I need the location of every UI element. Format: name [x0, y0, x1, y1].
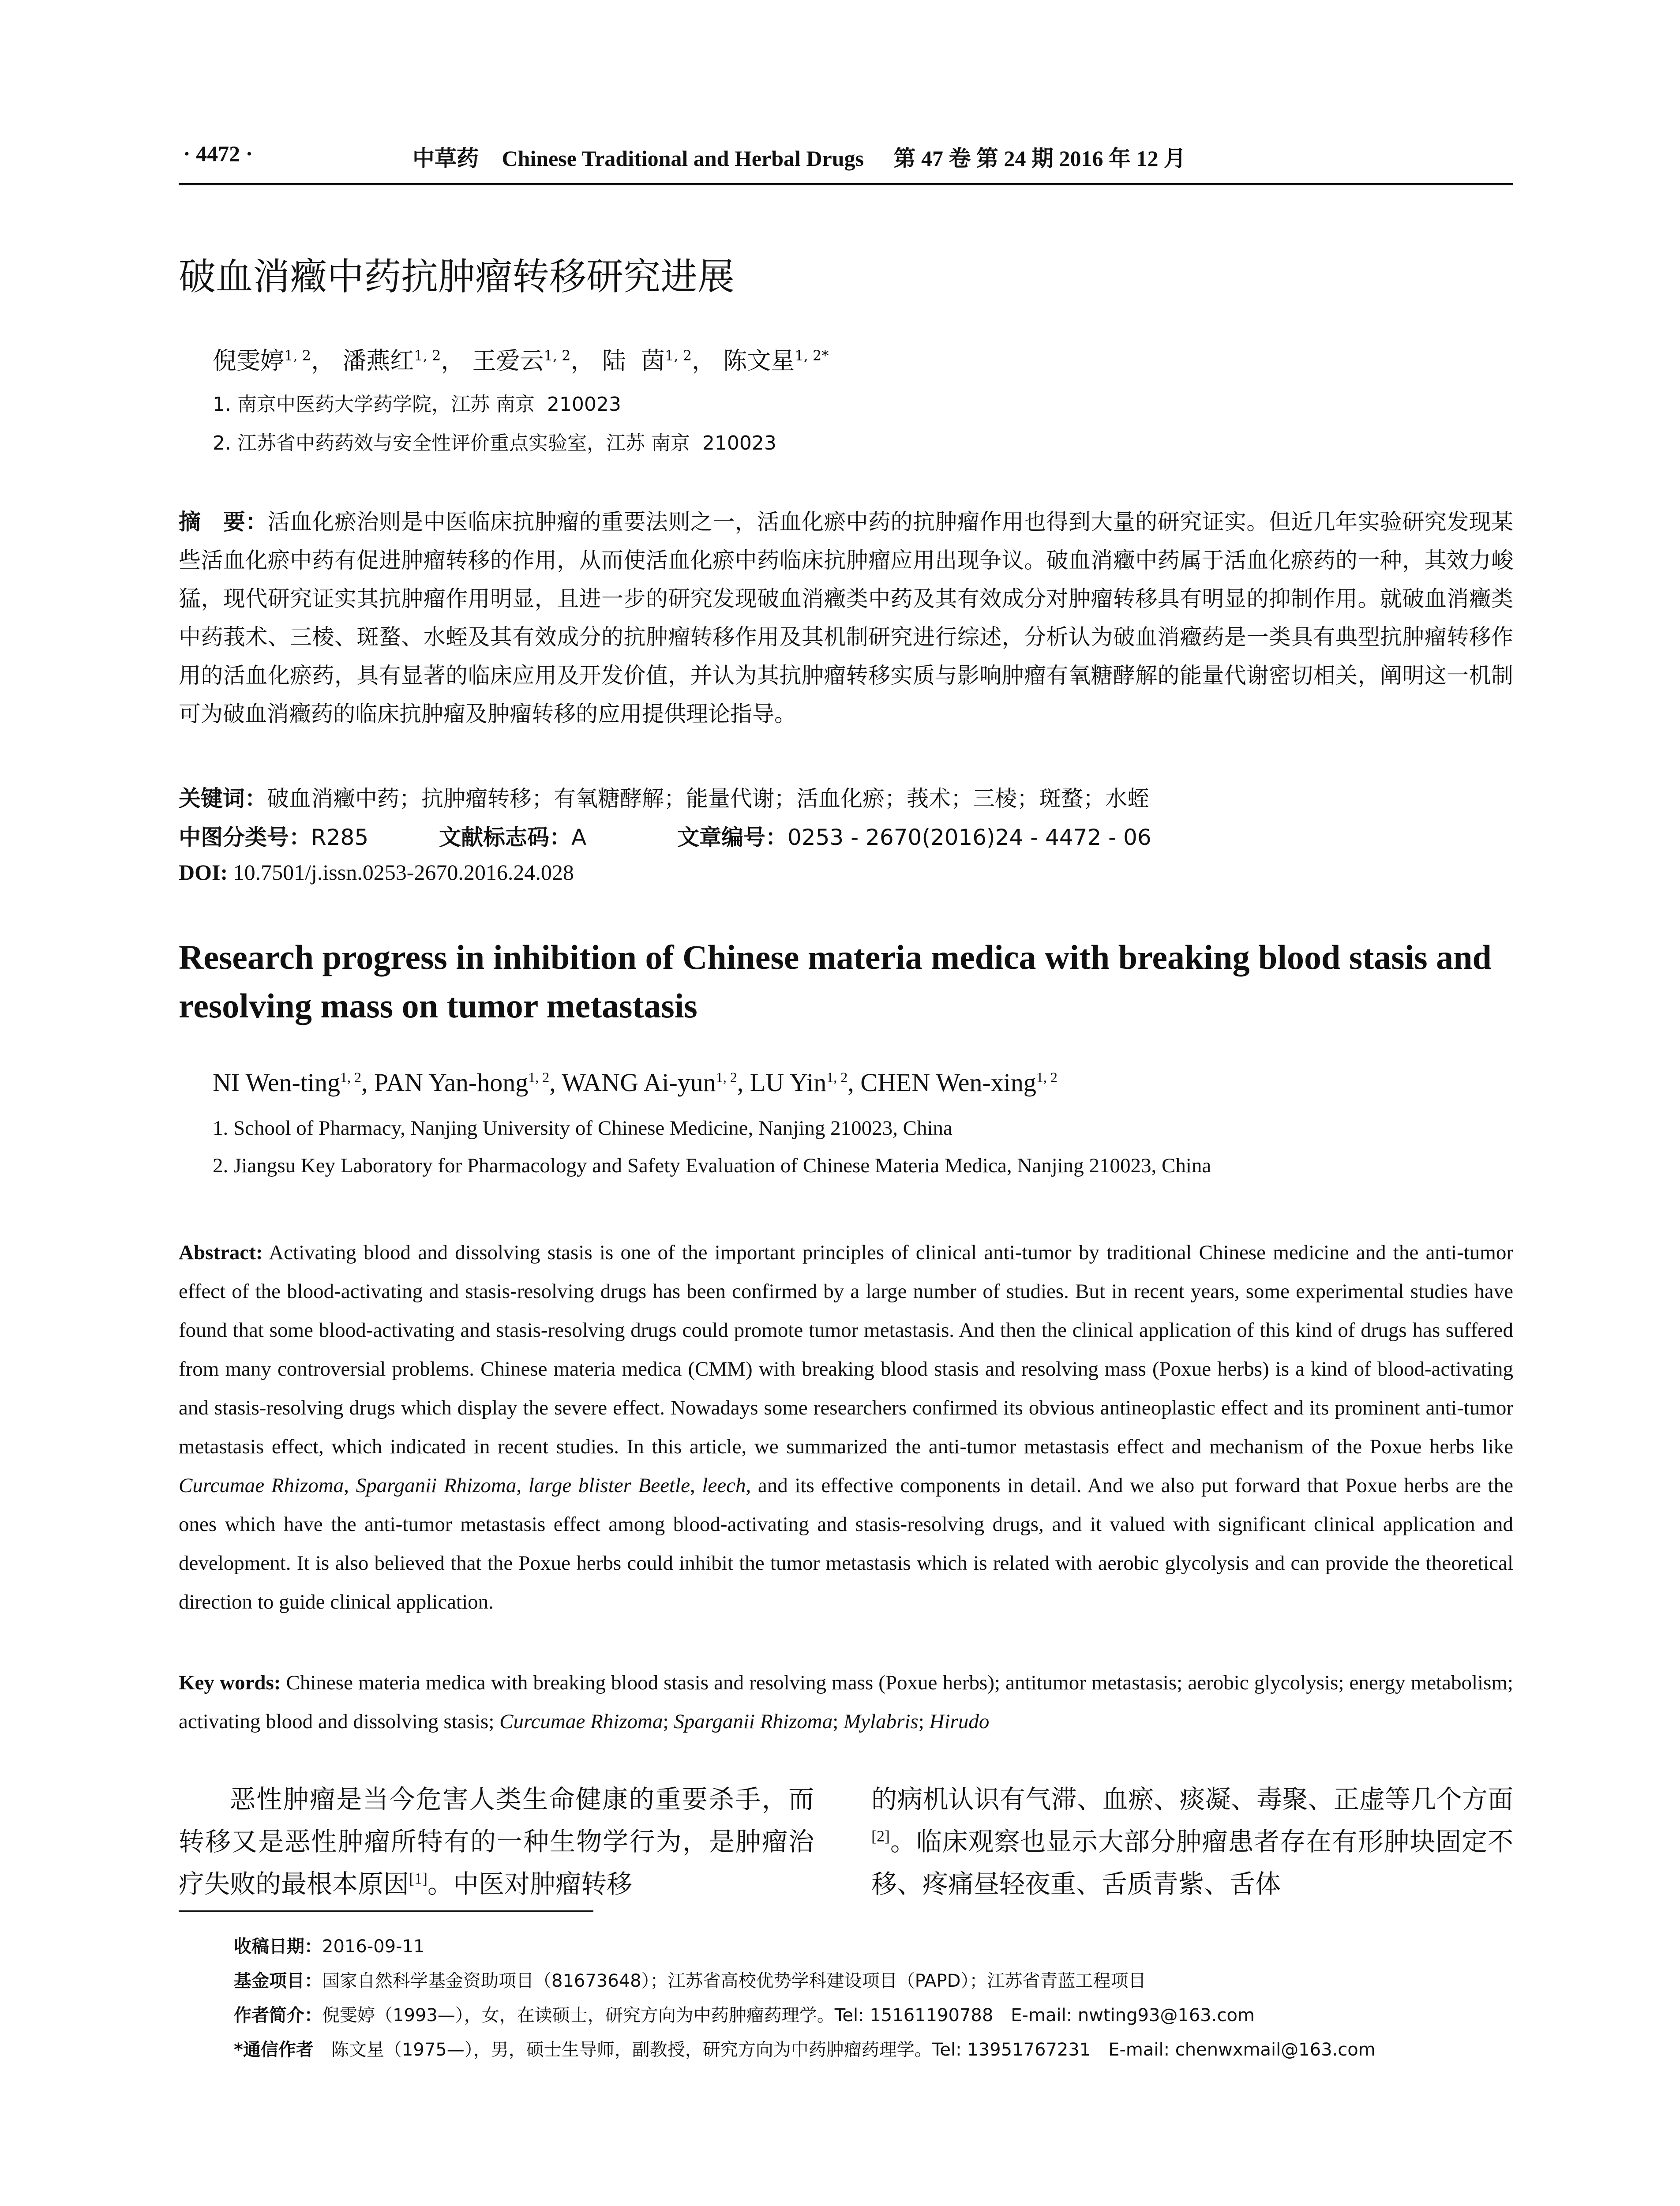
body-right-text-2: 。临床观察也显示大部分肿瘤患者存在有形肿块固定不移、疼痛昼轻夜重、舌质青紫、舌体	[871, 1827, 1513, 1899]
abstract-en-sep-3: ,	[690, 1474, 702, 1497]
clc-group	[179, 820, 439, 852]
keywords-cn-text: 破血消癥中药；抗肿瘤转移；有氧糖酵解；能量代谢；活血化瘀；莪术；三棱；斑蝥；水蛭	[267, 786, 1149, 811]
footnote-received	[234, 1932, 424, 1958]
affiliation-en-1: 1. School of Pharmacy, Nanjing University of Chinese Medicine, Nanjing 210023, China	[213, 1117, 952, 1140]
footnote-funding	[234, 1967, 1146, 1992]
authors-cn: 倪雯婷$^{1, 2}$， 潘燕红$^{1, 2}$， 王爱云$^{1, 2}$， 陆 茵$^{1, 2}$， 陈文星$^{1, 2*}$	[213, 347, 829, 375]
article-number-value: 0253 - 2670(2016)24 - 4472 - 06	[788, 825, 1151, 850]
footnote-rule	[179, 1910, 593, 1912]
abstract-cn-text: 活血化瘀治则是中医临床抗肿瘤的重要法则之一，活血化瘀中药的抗肿瘤作用也得到大量的研究证实。但近几年实验研究发现某些活血化瘀中药有促进肿瘤转移的作用，从而使活血化瘀中药临床抗肿瘤应用出现争议。破血消癥中药属于活血化瘀药的一种，其效力峻猛，现代研究证实其抗肿瘤作用明显，且进一步的研究发现破血消癥类中药及其有效成分对肿瘤转移具有明显的抑制作用。就破血消癥类中药莪术、三棱、斑蝥、水蛭及其有效成分的抗肿瘤转移作用及其机制研究进行综述，分析认为破血消癥药是一类具有典型抗肿瘤转移作用的活血化瘀药，具有显著的临床应用及开发价值，并认为其抗肿瘤转移实质与影响肿瘤有氧糖酵解的能量代谢密切相关，阐明这一机制可为破血消癥药的临床抗肿瘤及肿瘤转移的应用提供理论指导。	[179, 509, 1514, 727]
footnote-corresponding	[234, 2036, 1376, 2061]
author-sup: 1, 2	[528, 1069, 550, 1085]
funding-value: 国家自然科学基金资助项目（81673648）；江苏省高校优势学科建设项目（PAPD）；江苏省青蓝工程项目	[322, 1971, 1146, 1991]
running-header	[179, 139, 1513, 185]
citation-ref-2: [2]	[871, 1827, 890, 1845]
author-cn: 陆 茵	[602, 347, 665, 375]
body-left-text-1: 恶性肿瘤是当今危害人类生命健康的重要杀手，而转移又是恶性肿瘤所特有的一种生物学行为，是肿瘤治疗失败的最根本原因	[179, 1784, 814, 1899]
doc-code-group	[439, 820, 677, 852]
doi-value: 10.7501/j.issn.0253-2670.2016.24.028	[233, 860, 574, 885]
classification-line	[179, 820, 1151, 852]
keywords-cn-label: 关键词：	[179, 786, 267, 811]
author-sup: 1, 2*	[795, 347, 829, 364]
title-cn: 破血消癥中药抗肿瘤转移研究进展	[179, 255, 735, 298]
keywords-en-italic-3: Mylabris	[844, 1710, 919, 1733]
abstract-en-italic-3: large blister Beetle	[528, 1474, 690, 1497]
author-sup: 1, 2	[826, 1069, 848, 1085]
citation-ref-1: [1]	[409, 1869, 428, 1887]
author-cn: 潘燕红	[342, 347, 414, 375]
abstract-en-sep-1: ,	[344, 1474, 356, 1497]
author-sup: 1, 2	[716, 1069, 737, 1085]
abstract-en-sep-2: ,	[516, 1474, 529, 1497]
body-column-left	[179, 1778, 814, 1905]
journal-name-en: Chinese Traditional and Herbal Drugs	[502, 146, 864, 171]
abstract-en-text-1: Activating blood and dissolving stasis is one of the important principles of clinical anti-tumor by traditional Chinese medicine and the anti-tumor effect of the blood-activating and stasis-resolving drugs has been confirmed by a large number of studies. But in recent years, some experimental studies have found that some blood-activating and stasis-resolving drugs could promote tumor metastasis. And then the clinical application of this kind of drugs has suffered from many controversial problems. Chinese materia medica (CMM) with breaking blood stasis and resolving mass (Poxue herbs) is a kind of blood-activating and stasis-resolving drugs which display the severe effect. Nowadays some researchers confirmed its obvious antineoplastic effect and its prominent anti-tumor metastasis effect, which indicated in recent studies. In this article, we summarized the anti-tumor metastasis effect and mechanism of the Poxue herbs like	[179, 1241, 1513, 1458]
author-sup: 1, 2	[1036, 1069, 1058, 1085]
abstract-cn-label: 摘 要：	[179, 509, 268, 535]
footnote-author	[234, 2001, 1255, 2026]
doc-code-value: A	[571, 825, 587, 850]
keywords-en-text: Chinese materia medica with breaking blood stasis and resolving mass (Poxue herbs); antitumor metastasis; aerobic glycolysis; energy metabolism; activating blood and dissolving stasis;	[179, 1671, 1513, 1733]
keywords-en-italic-4: Hirudo	[929, 1710, 990, 1733]
author-en: WANG Ai-yun	[562, 1068, 716, 1097]
author-en: CHEN Wen-xing	[860, 1068, 1036, 1097]
body-column-right	[871, 1778, 1513, 1905]
journal-info	[412, 141, 1186, 173]
abstract-en-label: Abstract:	[179, 1241, 263, 1264]
abstract-cn	[179, 503, 1513, 733]
article-number-group	[677, 820, 1151, 852]
doi-label: DOI:	[179, 860, 228, 885]
author-sup: 1, 2	[414, 347, 441, 364]
author-sup: 1, 2	[284, 347, 311, 364]
body-right-text-1: 的病机认识有气滞、血瘀、痰凝、毒聚、正虚等几个方面	[871, 1784, 1513, 1814]
clc-label: 中图分类号：	[179, 825, 311, 850]
author-cn: 王爱云	[472, 347, 544, 375]
abstract-en	[179, 1233, 1513, 1621]
keywords-en-sep-1: ;	[663, 1710, 674, 1733]
author-bio-label: 作者简介：	[234, 2005, 322, 2026]
journal-issue: 第 47 卷 第 24 期 2016 年 12 月	[893, 146, 1186, 171]
abstract-en-italic-2: Sparganii Rhizoma	[356, 1474, 517, 1497]
journal-name-cn: 中草药	[412, 145, 479, 171]
author-cn: 倪雯婷	[213, 347, 284, 375]
abstract-en-text-2: and its effective components in detail. And we also put forward that Poxue herbs are the ones which have the anti-tumor metastasis effect among blood-activating and stasis-resolving drugs, and it valued with significant clinical application and development. It is also believed that the Poxue herbs could inhibit the tumor metastasis which is related with aerobic glycolysis and can provide the theoretical direction to guide clinical application.	[179, 1474, 1514, 1613]
received-value: 2016-09-11	[322, 1936, 425, 1957]
abstract-en-italic-1: Curcumae Rhizoma	[179, 1474, 344, 1497]
author-en: LU Yin	[750, 1068, 827, 1097]
corresponding-label: *通信作者	[234, 2040, 314, 2060]
author-en: NI Wen-ting	[213, 1068, 341, 1097]
author-sup: 1, 2	[340, 1069, 362, 1085]
keywords-cn	[179, 781, 1149, 813]
title-en: Research progress in inhibition of Chinese materia medica with breaking blood stasis and resolving mass on tumor metastasis	[179, 938, 1492, 1025]
author-sup: 1, 2	[544, 347, 571, 364]
authors-en: NI Wen-ting$^{1, 2}$, PAN Yan-hong$^{1, 2}$, WANG Ai-yun$^{1, 2}$, LU Yin$^{1, 2}$, CHEN Wen-xing$^{1, 2}$	[213, 1068, 1058, 1097]
abstract-en-italic-4: leech,	[702, 1474, 751, 1497]
author-en: PAN Yan-hong	[374, 1068, 529, 1097]
affiliation-cn-1: 1. 南京中医药大学药学院，江苏 南京 210023	[213, 393, 621, 416]
keywords-en-sep-2: ;	[832, 1710, 844, 1733]
affiliation-cn-2: 2. 江苏省中药药效与安全性评价重点实验室，江苏 南京 210023	[213, 432, 776, 454]
author-sup: 1, 2	[665, 347, 692, 364]
page-number: · 4472 ·	[183, 141, 253, 166]
author-bio-value: 倪雯婷（1993—），女，在读硕士，研究方向为中药肿瘤药理学。Tel: 15161190788 E-mail: nwting93@163.com	[322, 2005, 1255, 2026]
author-cn: 陈文星	[723, 347, 795, 375]
article-number-label: 文章编号：	[677, 825, 788, 850]
keywords-en	[179, 1663, 1513, 1741]
keywords-en-italic-2: Sparganii Rhizoma	[674, 1710, 833, 1733]
clc-value: R285	[311, 825, 369, 850]
keywords-en-sep-3: ;	[918, 1710, 930, 1733]
keywords-en-italic-1: Curcumae Rhizoma	[499, 1710, 663, 1733]
doc-code-label: 文献标志码：	[439, 825, 571, 850]
affiliation-en-2: 2. Jiangsu Key Laboratory for Pharmacology and Safety Evaluation of Chinese Materia Medica, Nanjing 210023, China	[213, 1154, 1211, 1177]
keywords-en-label: Key words:	[179, 1671, 281, 1694]
doi-line	[179, 859, 574, 885]
received-label: 收稿日期：	[234, 1936, 322, 1957]
corresponding-value: 陈文星（1975—），男，硕士生导师，副教授，研究方向为中药肿瘤药理学。Tel: 13951767231 E-mail: chenwxmail@163.com	[313, 2040, 1376, 2060]
body-left-text-2: 。中医对肿瘤转移	[428, 1869, 633, 1899]
funding-label: 基金项目：	[234, 1971, 322, 1991]
